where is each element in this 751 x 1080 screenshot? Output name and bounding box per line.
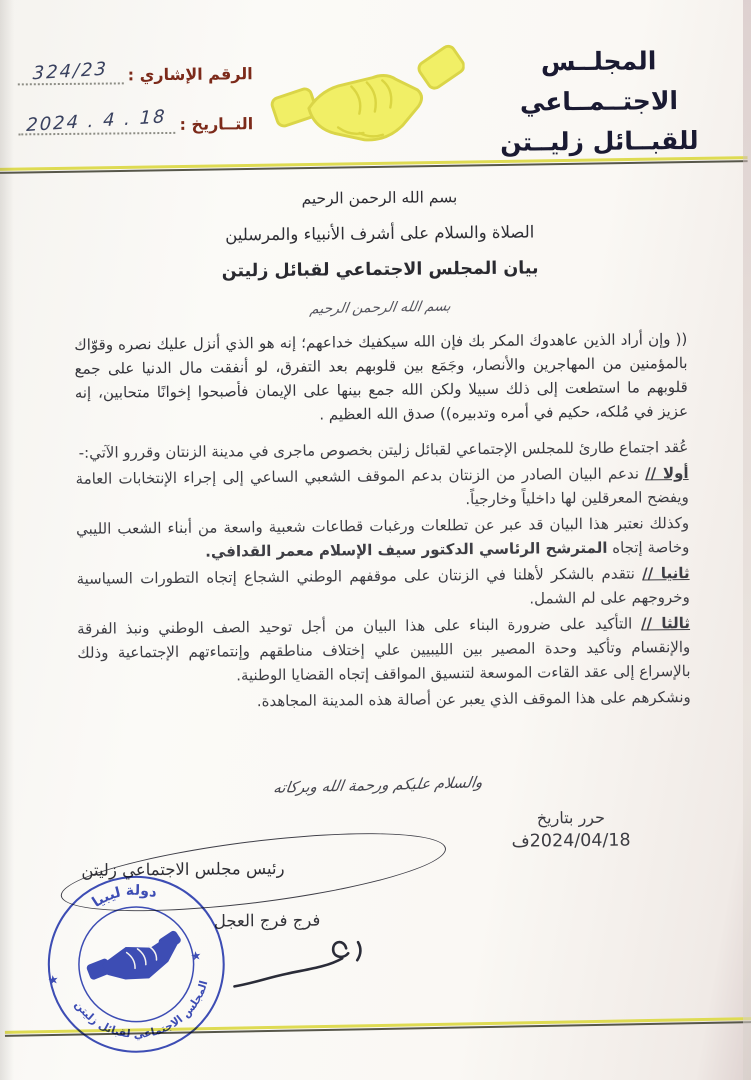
closing-salam-script: والسلام عليكم ورحمة الله وبركاته [272,773,484,797]
item-first-extra-bold: المترشح الرئاسي الدكتور سيف الإسلام معمر القدافي. [205,538,608,561]
stamp-star-left-icon: ★ [46,972,60,988]
stamp-handshake-icon [82,928,187,988]
item-third-label: ثالثا // [641,613,691,633]
item-second [76,561,689,615]
org-name [464,27,733,164]
item-second-label: ثانيا // [642,563,690,583]
issued-label: حرر بتاريخ [536,807,606,828]
item-first-extra [76,511,689,565]
quran-verse: (( وإن أراد الذين عاهدوك المكر بك فإن الله سيكفيك خداعهم؛ إنه هو الذي أنزل عليك نصره وقوّاك بالمؤمنين من المهاجرين والأنصار، وجَمَع بين قلوبهم بعد التفرق، لو أنفقت مال الدنيا على جمع قلوبهم ما استطعت إلى ذلك سبيلا ولكن الله جمع بينها على الإيمان فأصبحوا إخوانًا متحابين، إنه عزيز في مُلكه، حكيم في أمره وتدبيره)) صدق الله العظيم . [74,329,689,424]
item-first-label: أولا // [645,463,689,483]
svg-text:دولة ليبيا [88,878,161,912]
item-third [77,611,691,689]
handshake-logo-icon [268,29,465,167]
org-name-line2: للقبــائل زليــتن [500,125,699,157]
date-value: 2024 . 4 . 18 [26,106,168,137]
issued-date: 2024/04/18ف [511,830,631,852]
date-row [18,107,253,135]
stamp-bottom-text: المجلس الاجتماعي لقبائل زليتن [72,979,211,1041]
council-stamp [28,856,245,1073]
item-third-extra: ونشكرهم على هذا الموقف الذي يعبر عن أصالة هذه المدينة المجاهدة. [256,687,691,711]
item-first [75,461,688,515]
date-dotted-line [18,108,176,136]
basmala-title: بسم الله الرحمن الرحيم [301,188,458,208]
reference-dotted-line [18,58,124,85]
item-second-text: نتقدم بالشكر لأهلنا في الزنتان على موقفهم الوطني الشجاع إتجاه التطورات السياسية وخروجهم على لم الشمل. [76,564,690,608]
basmala-script: بسم الله الرحمن الرحيم [308,298,453,318]
item-third-text: التأكيد على ضرورة البناء على هذا البيان من أجل توحيد الصف الوطني ونبذ الفرقة والإنقسام وتأكيد وحدة المصير بين الليبيين علي إختلاف مناطقهم وإنتماءتهم الإجتماعية وذلك بالإسراع إلى عقد القاءت الموسعة لتنسيق المواقف إتجاه القضايا الوطنية. [76,614,691,685]
reference-label: الرقم الإشاري : [127,64,253,85]
issued-block [476,807,666,852]
stamp-top-text: دولة ليبيا [89,882,159,911]
item-first-extra-text: وكذلك نعتبر هذا البيان قد عبر عن تطلعات ورغبات قطاعات شعبية واسعة من أبناء الشعب الليبي وخاصة إتجاه [76,513,690,557]
statement-title: بيان المجلس الاجتماعي لقبائل زليتن [221,258,539,282]
stamp-star-right-icon: ★ [189,948,203,964]
reference-row [18,57,253,85]
letter-body [0,164,751,715]
reference-block [9,31,269,159]
letterhead [0,0,748,166]
reference-value: 324/23 [32,58,109,85]
item-first-text: ندعم البيان الصادر من الزنتان بدعم الموقف الشعبي الساعي إلى إجراء الإنتخابات العامة ويفضح المعرقلين لها داخلياً وخارجياً. [75,464,689,509]
org-name-line1: المجلــس الاجتــمــاعي [519,46,679,117]
intro-paragraph: عُقد اجتماع طارئ للمجلس الإجتماعي لقبائل زليتن بخصوص ماجرى في مدينة الزنتان وقررو الآتي:- [78,437,689,462]
signer-name: فرج فرج العجل [213,910,321,931]
date-label: التــاريخ : [179,114,254,134]
signer-title: رئيس مجلس الاجتماعي زليتن [81,858,285,880]
signature-scribble [222,936,373,999]
salawat-title: الصلاة والسلام على أشرف الأنبياء والمرسلين [225,222,535,245]
